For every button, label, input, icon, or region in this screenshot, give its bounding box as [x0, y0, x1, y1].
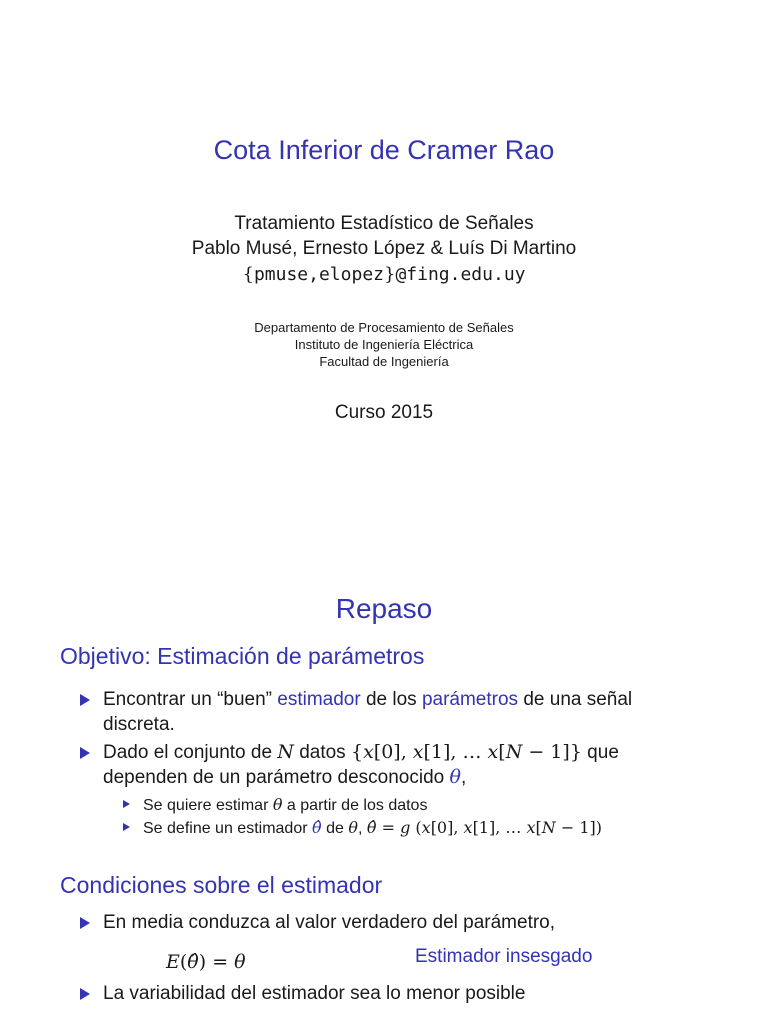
bullet-triangle-icon	[80, 988, 90, 1000]
bullet-text-line2: dependen de un parámetro desconocido θ,	[103, 766, 467, 788]
bullet-text: En media conduzca al valor verdadero del parámetro,	[103, 912, 556, 933]
section-heading-conditions: Condiciones sobre el estimador	[60, 872, 383, 898]
bullet-triangle-icon	[80, 747, 90, 759]
sub-bullet-text: Se define un estimador θ̂ de θ, θ̂ = g (x[0], x[1], … x[N − 1])	[143, 818, 603, 837]
institute: Instituto de Ingeniería Eléctrica	[294, 337, 474, 352]
bullet-triangle-icon	[80, 694, 90, 706]
keyword-parametros: parámetros	[421, 689, 519, 710]
author-emails: {pmuse,elopez}@fing.edu.uy	[242, 264, 526, 285]
theta-symbol: θ	[449, 766, 461, 788]
department: Departamento de Procesamiento de Señales	[254, 320, 514, 335]
bullet-triangle-icon	[80, 917, 90, 929]
estimator-definition-formula: θ̂ = g (x[0], x[1], … x[N − 1])	[366, 818, 603, 837]
email-domain: @fing.edu.uy	[395, 264, 526, 285]
theta-hat-symbol: θ̂	[312, 818, 322, 837]
bullet-triangle-icon	[123, 823, 130, 831]
bullet-text-line2: discreta.	[103, 714, 175, 735]
slide-title: Repaso	[335, 593, 433, 624]
bullet-text: La variabilidad del estimador sea lo menor posible	[103, 983, 526, 1004]
section-heading-objective: Objetivo: Estimación de parámetros	[60, 643, 425, 669]
sub-bullet-text: Se quiere estimar θ a partir de los datos	[143, 795, 428, 814]
course-name: Tratamiento Estadístico de Señales	[234, 213, 534, 234]
unbiased-formula: E(θ̂) = θ	[166, 951, 246, 973]
authors: Pablo Musé, Ernesto López & Luís Di Martino	[191, 238, 577, 259]
presentation-title: Cota Inferior de Cramer Rao	[213, 135, 555, 165]
math-n: N	[277, 741, 294, 763]
bullet-text: Encontrar un “buen” estimador de los parámetros de una señal	[103, 689, 633, 710]
email-users: pmuse,elopez	[253, 264, 384, 285]
unbiased-label: Estimador insesgado	[415, 946, 593, 967]
course-year: Curso 2015	[334, 402, 434, 423]
data-set-formula: {x[0], x[1], … x[N − 1]}	[350, 741, 582, 763]
bullet-triangle-icon	[123, 800, 130, 808]
bullet-text: Dado el conjunto de N datos {x[0], x[1], … x[N − 1]} que	[103, 741, 619, 763]
keyword-estimador: estimador	[277, 689, 361, 710]
faculty: Facultad de Ingeniería	[319, 354, 449, 369]
